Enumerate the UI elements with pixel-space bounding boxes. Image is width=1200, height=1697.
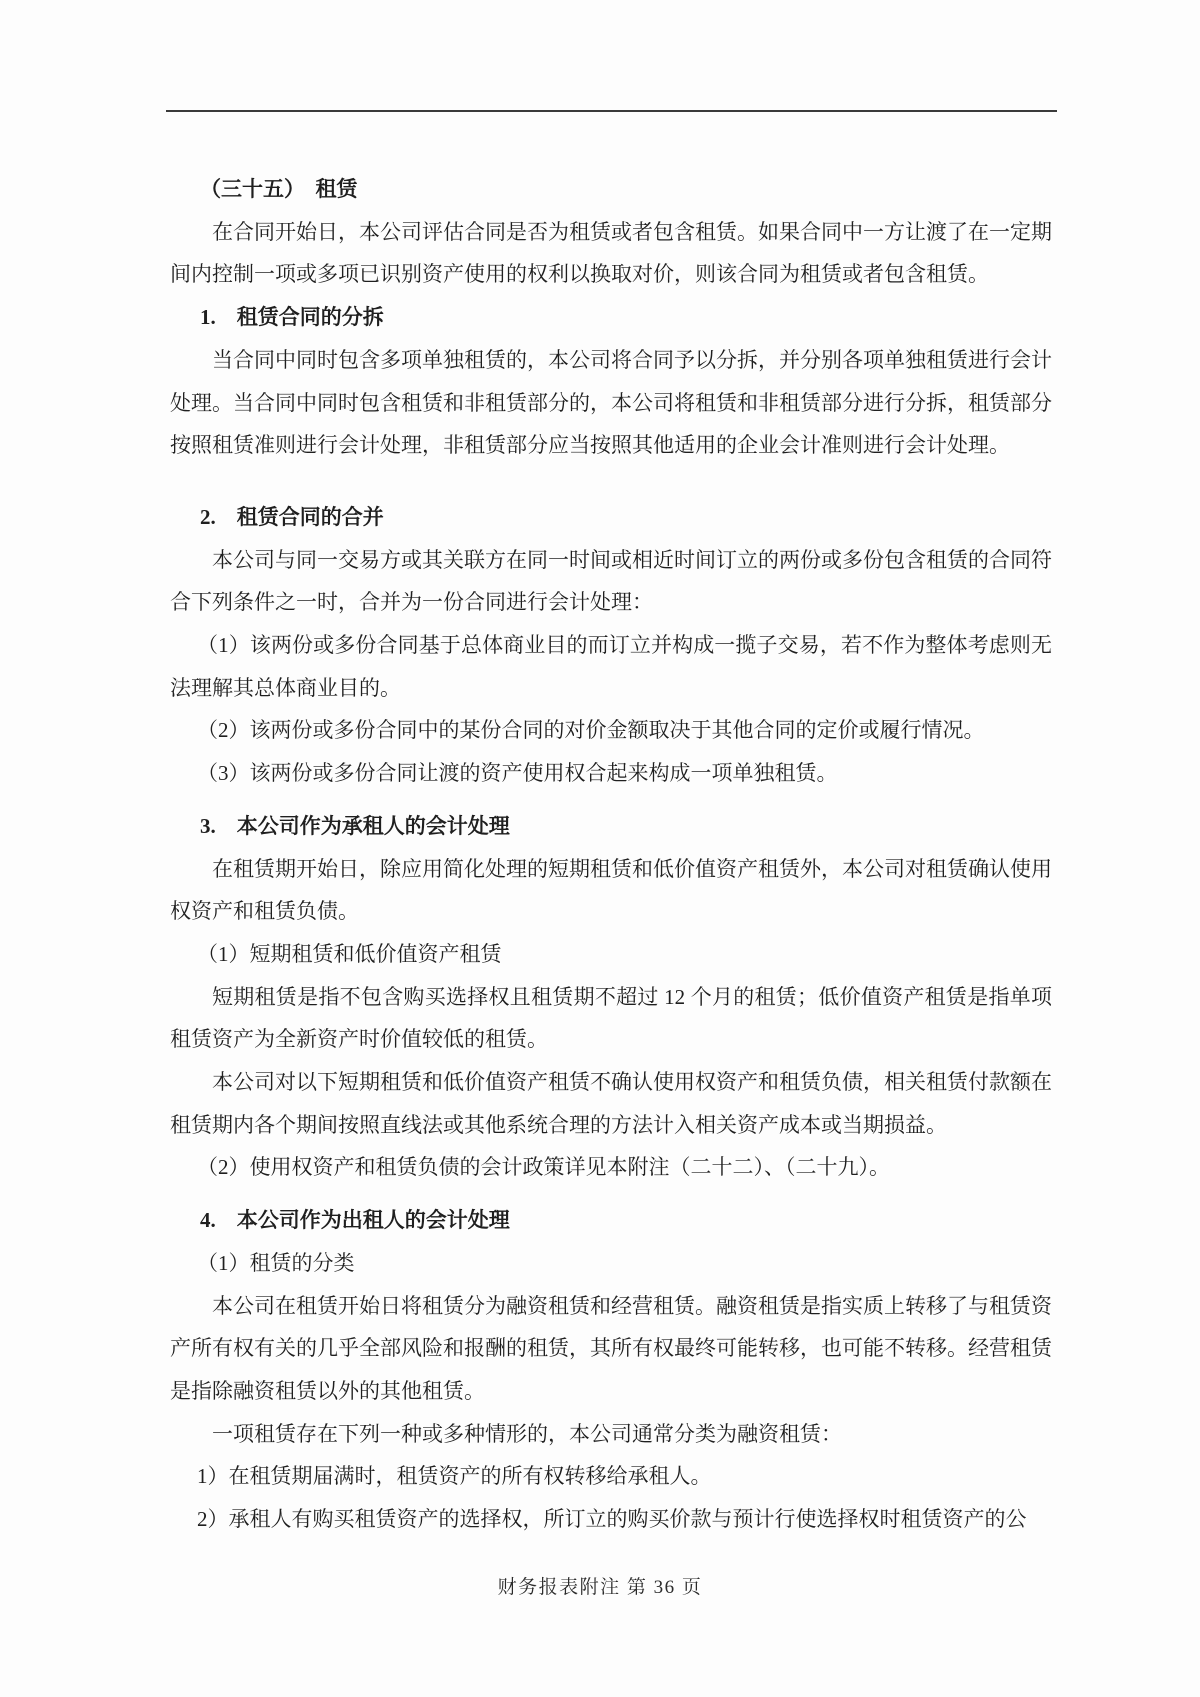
page-content xyxy=(170,168,1052,1541)
sub-item-1: （1）租赁的分类 xyxy=(197,1250,355,1275)
paragraph: 本公司在租赁开始日将租赁分为融资租赁和经营租赁。融资租赁是指实质上转移了与租赁资产所有权有关的几乎全部风险和报酬的租赁，其所有权最终可能转移，也可能不转移。经营租赁是指除融资租赁以外的其他租赁。 xyxy=(170,1293,1052,1403)
list-item-1: （1）该两份或多份合同基于总体商业目的而订立并构成一揽子交易，若不作为整体考虑则无法理解其总体商业目的。 xyxy=(170,633,1052,700)
numbered-item-2: 2）承租人有购买租赁资产的选择权，所订立的购买价款与预计行使选择权时租赁资产的公 xyxy=(197,1507,1027,1532)
heading-2-merge: 2. 租赁合同的合并 xyxy=(200,504,384,529)
heading-1-split: 1. 租赁合同的分拆 xyxy=(200,305,384,330)
paragraph: 短期租赁是指不包含购买选择权且租赁期不超过 12 个月的租赁；低价值资产租赁是指单项租赁资产为全新资产时价值较低的租赁。 xyxy=(170,984,1052,1052)
page-footer: 财务报表附注 第 36 页 xyxy=(497,1577,703,1598)
list-item-3: （3）该两份或多份合同让渡的资产使用权合起来构成一项单独租赁。 xyxy=(197,761,838,786)
heading-3-lessee: 3. 本公司作为承租人的会计处理 xyxy=(200,813,510,838)
paragraph: 本公司对以下短期租赁和低价值资产租赁不确认使用权资产和租赁负债，相关租赁付款额在租赁期内各个期间按照直线法或其他系统合理的方法计入相关资产成本或当期损益。 xyxy=(170,1070,1052,1137)
sub-item-1: （1）短期租赁和低价值资产租赁 xyxy=(197,941,502,966)
header-rule xyxy=(166,110,1057,112)
paragraph: 在租赁期开始日，除应用简化处理的短期租赁和低价值资产租赁外，本公司对租赁确认使用权资产和租赁负债。 xyxy=(170,856,1052,924)
list-item-2: （2）该两份或多份合同中的某份合同的对价金额取决于其他合同的定价或履行情况。 xyxy=(197,718,985,743)
section-title: （三十五） 租赁 xyxy=(200,177,358,201)
paragraph: 当合同中同时包含多项单独租赁的，本公司将合同予以分拆，并分别各项单独租赁进行会计处理。当合同中同时包含租赁和非租赁部分的，本公司将租赁和非租赁部分进行分拆，租赁部分按照租赁准则进行会计处理，非租赁部分应当按照其他适用的企业会计准则进行会计处理。 xyxy=(170,347,1052,458)
paragraph: 在合同开始日，本公司评估合同是否为租赁或者包含租赁。如果合同中一方让渡了在一定期间内控制一项或多项已识别资产使用的权利以换取对价，则该合同为租赁或者包含租赁。 xyxy=(170,219,1052,287)
paragraph: 一项租赁存在下列一种或多种情形的，本公司通常分类为融资租赁： xyxy=(212,1421,842,1446)
heading-4-lessor: 4. 本公司作为出租人的会计处理 xyxy=(200,1208,510,1233)
sub-item-2: （2）使用权资产和租赁负债的会计政策详见本附注（二十二）、（二十九）。 xyxy=(197,1155,890,1180)
paragraph: 本公司与同一交易方或其关联方在同一时间或相近时间订立的两份或多份包含租赁的合同符合下列条件之一时，合并为一份合同进行会计处理： xyxy=(170,547,1052,615)
numbered-item-1: 1）在租赁期届满时，租赁资产的所有权转移给承租人。 xyxy=(197,1464,712,1489)
